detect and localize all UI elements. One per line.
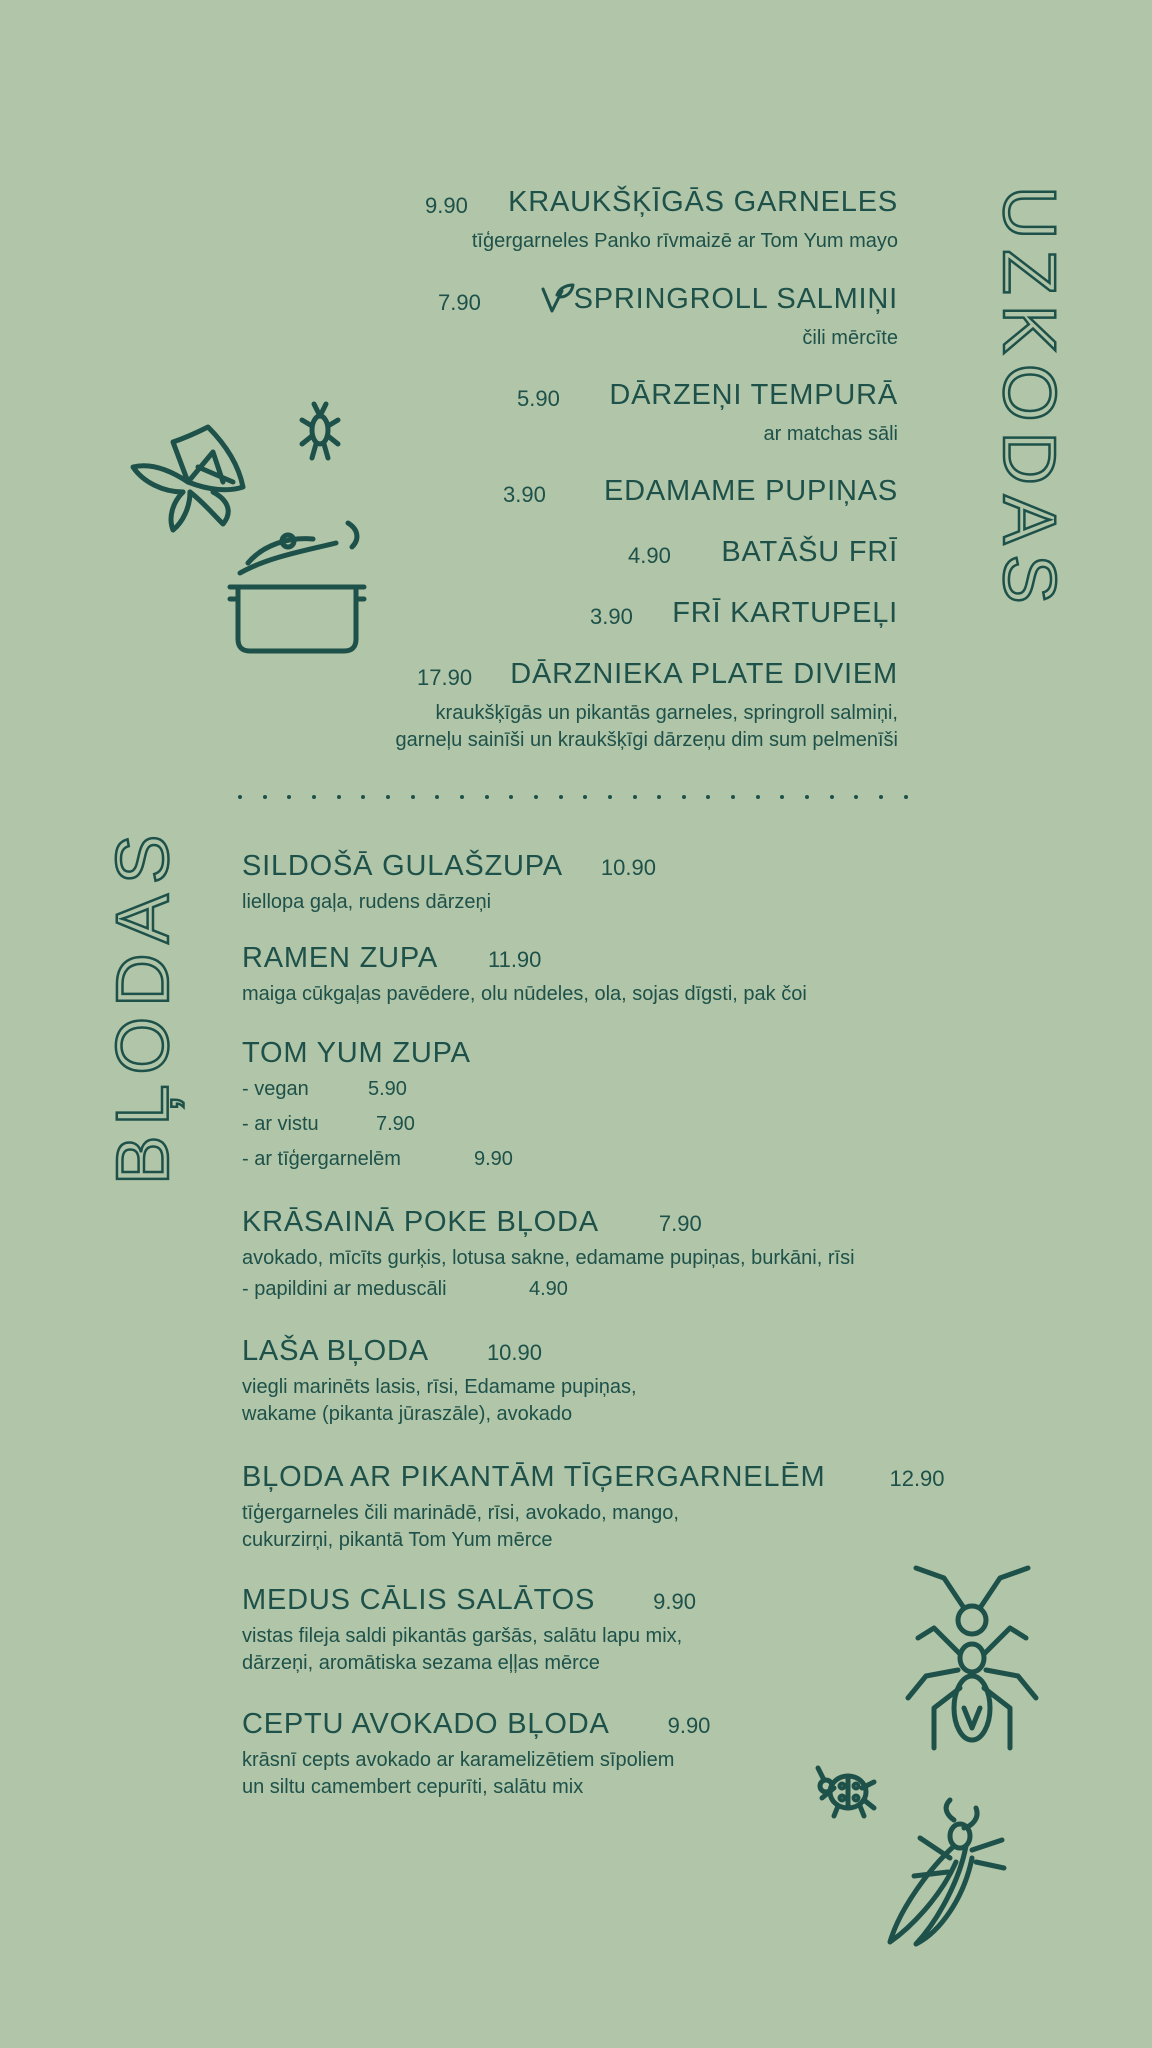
uzkodas-item-name: DĀRZEŅI TEMPURĀ	[609, 379, 898, 411]
blodas-heading-visual	[100, 824, 184, 1185]
uzkodas-item-name: DĀRZNIEKA PLATE DIVIEM	[510, 658, 898, 690]
blodas-item-desc: maiga cūkgaļas pavēdere, olu nūdeles, ola, sojas dīgsti, pak čoi	[242, 983, 807, 1005]
dotted-divider	[238, 795, 908, 799]
divider-dot	[706, 795, 710, 799]
option-price: 7.90	[376, 1113, 415, 1135]
divider-dot	[879, 795, 883, 799]
divider-dot	[682, 795, 686, 799]
uzkodas-item-desc: garneļu sainīši un kraukšķīgi dārzeņu dim sum pelmenīši	[395, 729, 898, 751]
divider-dot	[904, 795, 908, 799]
blodas-item-price: 10.90	[486, 1340, 542, 1365]
blodas-item-price: 9.90	[653, 1589, 696, 1614]
option-label: - vegan	[242, 1078, 309, 1100]
divider-dot	[534, 795, 538, 799]
bug-small-icon	[298, 400, 342, 462]
divider-dot	[435, 795, 439, 799]
divider-dot	[854, 795, 858, 799]
blodas-item-desc: krāsnī cepts avokado ar karamelizētiem sīpoliem	[242, 1749, 675, 1771]
uzkodas-item-price: 9.90	[425, 193, 468, 218]
blodas-item	[242, 1708, 710, 1801]
blodas-item	[242, 942, 807, 1008]
uzkodas-item-name: KRAUKŠĶĪGĀS GARNELES	[508, 186, 898, 218]
blodas-item-desc: dārzeņi, aromātiska sezama eļļas mērce	[242, 1652, 600, 1674]
divider-dot	[485, 795, 489, 799]
blodas-item-price: 11.90	[487, 947, 542, 972]
divider-dot	[633, 795, 637, 799]
blodas-item-price: 12.90	[889, 1466, 945, 1491]
divider-dot	[657, 795, 661, 799]
blodas-item-desc: tīģergarneles čili marinādē, rīsi, avokado, mango,	[242, 1502, 679, 1524]
blodas-item-name: CEPTU AVOKADO BĻODA	[242, 1708, 610, 1740]
divider-dot	[830, 795, 834, 799]
divider-dot	[583, 795, 587, 799]
uzkodas-item-price: 3.90	[590, 604, 633, 629]
blodas-item-name: MEDUS CĀLIS SALĀTOS	[242, 1584, 596, 1616]
blodas-item-desc: wakame (pikanta jūraszāle), avokado	[242, 1403, 573, 1425]
divider-dot	[460, 795, 464, 799]
uzkodas-item-name: EDAMAME PUPIŅAS	[604, 475, 898, 507]
divider-dot	[263, 795, 267, 799]
option-label: - ar vistu	[242, 1113, 319, 1135]
cicada-icon	[880, 1798, 1010, 1948]
extra-price: 4.90	[529, 1278, 568, 1300]
divider-dot	[337, 795, 341, 799]
divider-dot	[312, 795, 316, 799]
blodas-item	[242, 1335, 637, 1428]
blodas-item	[242, 1584, 696, 1677]
divider-dot	[805, 795, 809, 799]
blodas-item	[242, 1461, 945, 1554]
divider-dot	[509, 795, 513, 799]
divider-dot	[361, 795, 365, 799]
vegan-leaf-icon	[540, 283, 576, 315]
option-label: - ar tīģergarnelēm	[242, 1148, 401, 1170]
blodas-item-name: BĻODA AR PIKANTĀM TĪĢERGARNELĒM	[242, 1461, 826, 1493]
divider-dot	[756, 795, 760, 799]
blodas-item-name: SILDOŠĀ GULAŠZUPA	[242, 850, 563, 882]
blodas-item-price: 7.90	[658, 1211, 702, 1236]
option-price: 9.90	[474, 1148, 513, 1170]
uzkodas-item-price: 17.90	[417, 665, 473, 690]
uzkodas-item-desc: tīģergarneles Panko rīvmaizē ar Tom Yum mayo	[471, 230, 898, 252]
uzkodas-item-price: 7.90	[438, 290, 481, 315]
blodas-item	[242, 850, 656, 916]
blodas-item-price: 9.90	[667, 1713, 711, 1738]
uzkodas-item-price: 3.90	[503, 482, 546, 507]
blodas-item-price: 10.90	[600, 855, 656, 880]
blodas-item-desc: cukurzirņi, pikantā Tom Yum mērce	[242, 1529, 553, 1551]
divider-dot	[780, 795, 784, 799]
uzkodas-item-price: 4.90	[628, 543, 671, 568]
blodas-item	[242, 1037, 513, 1177]
divider-dot	[559, 795, 563, 799]
divider-dot	[238, 795, 242, 799]
blodas-item-desc: viegli marinēts lasis, rīsi, Edamame pupiņas,	[242, 1376, 637, 1398]
uzkodas-item-desc: čili mērcīte	[802, 327, 898, 349]
divider-dot	[287, 795, 291, 799]
ladybug-icon	[812, 1762, 878, 1818]
option-price: 5.90	[368, 1078, 407, 1100]
blodas-item-desc: liellopa gaļa, rudens dārzeņi	[242, 891, 492, 913]
uzkodas-item-name: BATĀŠU FRĪ	[721, 536, 898, 568]
blodas-item-name: KRĀSAINĀ POKE BĻODA	[242, 1206, 599, 1238]
uzkodas-heading-visual	[988, 186, 1072, 614]
ant-icon	[904, 1558, 1040, 1758]
divider-dot	[608, 795, 612, 799]
uzkodas-item-desc: ar matchas sāli	[763, 423, 898, 445]
pot-icon	[228, 515, 366, 655]
uzkodas-item-price: 5.90	[517, 386, 560, 411]
blodas-heading-text: BĻODAS	[101, 824, 184, 1185]
divider-dot	[386, 795, 390, 799]
uzkodas-heading-text: UZKODAS	[988, 186, 1071, 614]
blodas-item-desc: un siltu camembert cepurīti, salātu mix	[242, 1776, 584, 1798]
uzkodas-item-desc: kraukšķīgās un pikantās garneles, springroll salmiņi,	[435, 702, 898, 724]
divider-dot	[411, 795, 415, 799]
blodas-item-name: LAŠA BĻODA	[242, 1335, 429, 1367]
blodas-item-desc: vistas fileja saldi pikantās garšās, salātu lapu mix,	[242, 1625, 683, 1647]
uzkodas-item-name: FRĪ KARTUPEĻI	[672, 597, 898, 629]
blodas-item-name: TOM YUM ZUPA	[242, 1037, 471, 1069]
divider-dot	[731, 795, 735, 799]
extra-label: - papildini ar meduscāli	[242, 1278, 447, 1300]
blodas-item	[242, 1206, 855, 1306]
uzkodas-item-name: SPRINGROLL SALMIŅI	[573, 283, 898, 315]
blodas-item-name: RAMEN ZUPA	[242, 942, 438, 974]
blodas-item-desc: avokado, mīcīts gurķis, lotusa sakne, edamame pupiņas, burkāni, rīsi	[242, 1247, 855, 1269]
